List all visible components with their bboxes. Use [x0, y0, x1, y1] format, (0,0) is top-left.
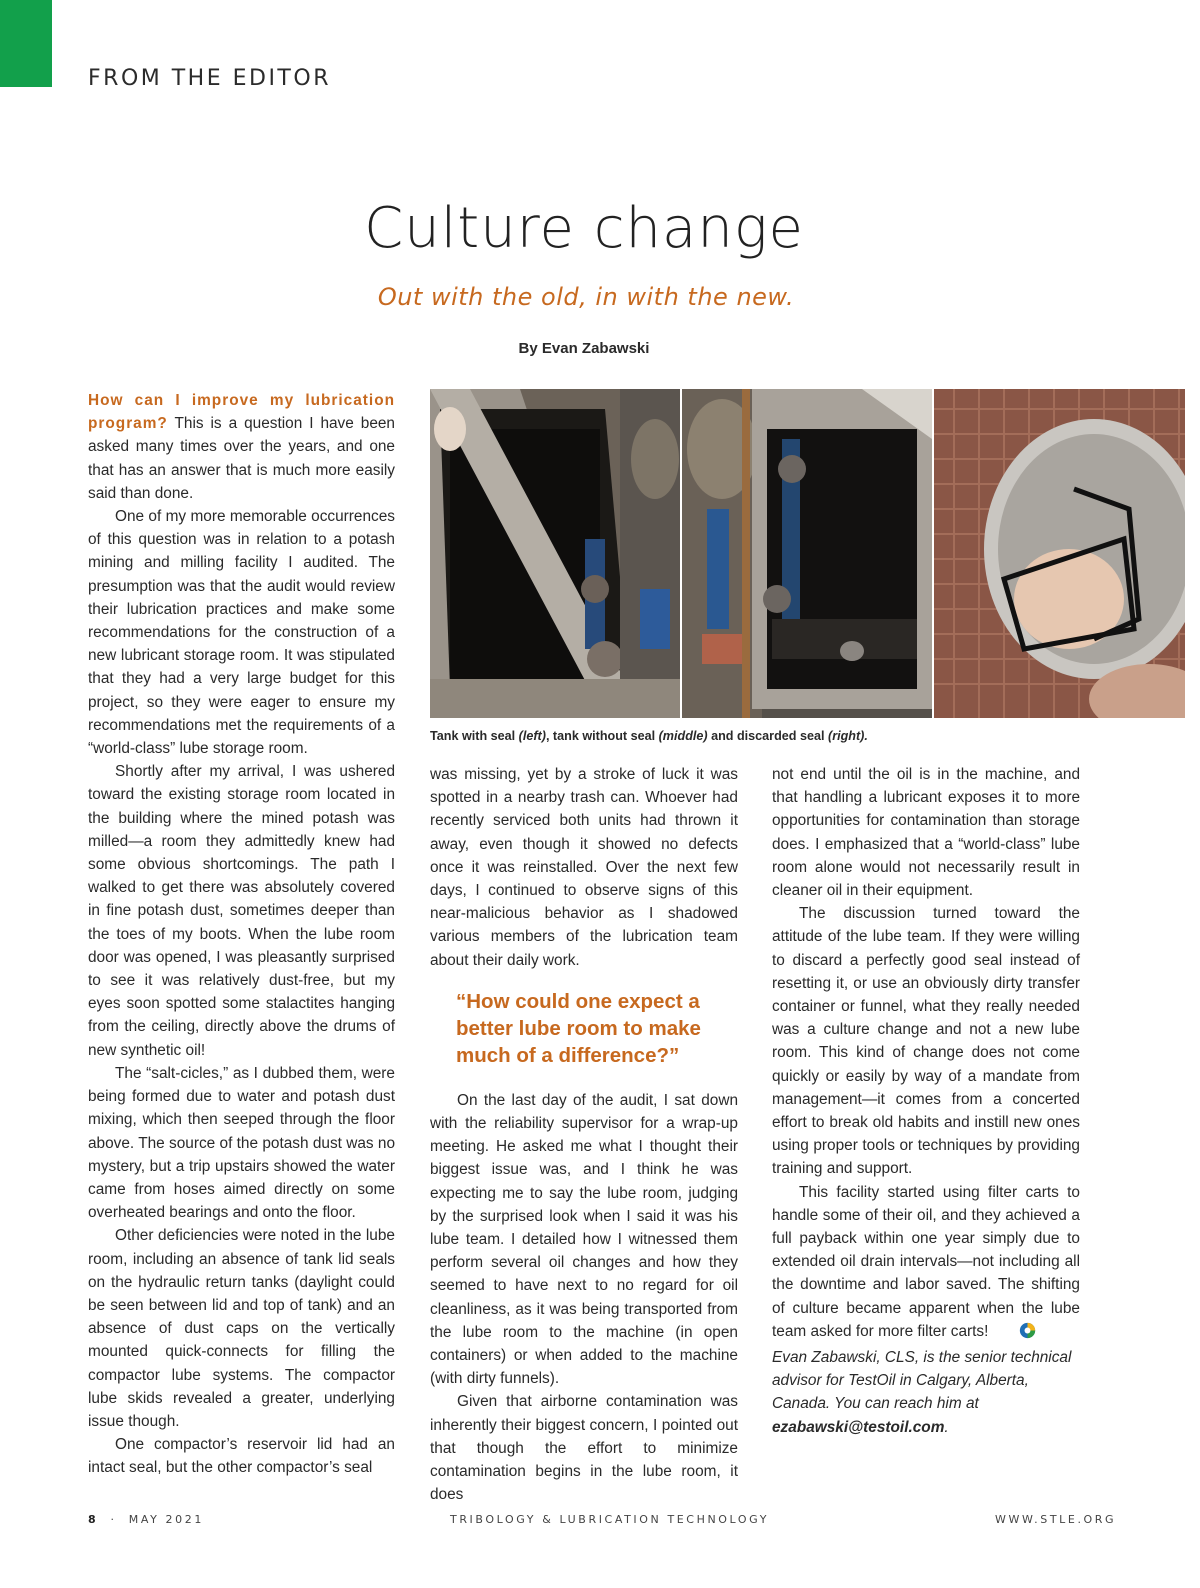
photo-discarded-seal	[934, 389, 1185, 718]
article-column-1	[88, 389, 395, 1480]
paragraph: The “salt-cicles,” as I dubbed them, were being formed due to water and potash dust mixing, which then seeped through the floor above. The source of the potash dust was no mystery, but a trip upstairs showed the water came from hoses aimed directly on some overheated bearings and onto the floor.	[88, 1064, 395, 1222]
photo-strip	[430, 389, 1185, 718]
paragraph: Shortly after my arrival, I was ushered toward the existing storage room located in the building where the mined potash was milled—a room they admittedly knew had some obvious shortcomings. The path I walked to get there was absolutely covered in fine potash dust, sometimes deeper than the toes of my boots. When the lube room door was opened, I was pleasantly surprised to see it was relatively dust-free, but my eyes soon spotted some stalactites hanging from the ceiling, directly above the drums of new synthetic oil!	[88, 763, 395, 1059]
magazine-name: TRIBOLOGY & LUBRICATION TECHNOLOGY	[450, 1513, 770, 1526]
caption-text: , tank without seal	[545, 729, 659, 743]
stle-logo-icon	[992, 1322, 1036, 1346]
paragraph: One compactor’s reservoir lid had an intact seal, but the other compactor’s seal	[88, 1436, 395, 1477]
website-link[interactable]: WWW.STLE.ORG	[995, 1513, 1117, 1526]
photo-tank-without-seal	[682, 389, 932, 718]
paragraph-text: This is a question I have been asked many times over the years, and one that has an answer that is much more easily said than done.	[88, 415, 395, 502]
photo-tank-with-seal	[430, 389, 680, 718]
paragraph: Other deficiencies were noted in the lube room, including an absence of tank lid seals on the hydraulic return tanks (daylight could be seen between lid and top of tank) and an absence of dust caps on the vertically mounted quick-connects for filling the compactor lube systems. The compactor lube skids revealed a greater, underlying issue though.	[88, 1227, 395, 1430]
article-byline: By Evan Zabawski	[518, 340, 650, 357]
caption-position: (left)	[518, 729, 546, 743]
paragraph: The discussion turned toward the attitude of the lube team. If they were willing to discard a perfectly good seal instead of resetting it, or use an obviously dirty transfer container or funnel, what they really needed was a culture change and not a new lube room. This kind of change does not come quickly or easily by way of a mandate from management—it comes from a concerted effort to break old habits and instill new ones using proper tools or techniques by providing training and support.	[772, 905, 1080, 1178]
paragraph: was missing, yet by a stroke of luck it was spotted in a nearby trash can. Whoever had recently serviced both units had thrown it away, even though it showed no defects once it was reinstalled. Over the next few days, I continued to observe signs of this near-malicious behavior as I shadowed various members of the lubrication team about their daily work.	[430, 766, 738, 969]
page-number: 8	[88, 1513, 99, 1526]
caption-text: and discarded seal	[707, 729, 828, 743]
paragraph: One of my more memorable occurrences of this question was in relation to a potash mining and milling facility I audited. The presumption was that the audit would review their lubrication practices and make some recommendations for the construction of a new lubricant storage room. It was stipulated that they had a very large budget for this project, so they were eager to ensure my recommendations met the requirements of a “world-class” lube storage room.	[88, 508, 395, 758]
issue-date: MAY 2021	[128, 1513, 204, 1526]
pull-quote: “How could one expect a better lube room to make much of a difference?”	[456, 989, 701, 1067]
paragraph: Given that airborne contamination was inherently their biggest concern, I pointed out that though the effort to minimize contamination begins in the lube room, it does	[430, 1393, 738, 1504]
article-column-2	[430, 763, 738, 1506]
footer-folio	[88, 1513, 204, 1526]
section-label: FROM THE EDITOR	[88, 66, 331, 91]
author-bio	[772, 1346, 1080, 1439]
bio-text: .	[944, 1418, 949, 1436]
footer-separator: ·	[110, 1513, 117, 1526]
caption-text: Tank with seal	[430, 729, 519, 743]
bio-text: Evan Zabawski, CLS, is the senior technical advisor for TestOil in Calgary, Alberta, Canada. You can reach him at	[772, 1349, 1072, 1413]
article-column-3	[772, 763, 1080, 1439]
paragraph	[772, 1181, 1080, 1346]
article-subtitle: Out with the old, in with the new.	[377, 283, 795, 311]
paragraph	[88, 389, 395, 505]
paragraph: not end until the oil is in the machine, and that handling a lubricant exposes it to more opportunities for contamination than storage does. I emphasized that a “world-class” lube room alone would not necessarily result in cleaner oil in their equipment.	[772, 766, 1080, 900]
author-email-link[interactable]: ezabawski@testoil.com	[772, 1418, 945, 1436]
caption-position: (right).	[828, 729, 868, 743]
photo-caption	[430, 729, 868, 743]
paragraph-text: This facility started using filter carts to handle some of their oil, and they achieved a full payback within one year simply due to extended oil drain intervals—not including all the downtime and labor saved. The shifting of culture became apparent when the lube team asked for more filter carts!	[772, 1183, 1080, 1340]
lead-in: How can I improve my lubrication program?	[88, 392, 395, 433]
caption-position: (middle)	[658, 729, 708, 743]
paragraph: On the last day of the audit, I sat down with the reliability supervisor for a wrap-up meeting. He asked me what I thought their biggest issue was, and I think he was expecting me to say the lube room, judging by the surprised look when I said it was his lube team. I detailed how I witnessed them perform several oil changes and how they seemed to have next to no regard for oil cleanliness, as it was being transported from the lube room to the machine (in open containers) or when added to the machine (with dirty funnels).	[430, 1091, 738, 1388]
section-color-tab	[0, 0, 52, 87]
article-title: Culture change	[364, 196, 804, 261]
